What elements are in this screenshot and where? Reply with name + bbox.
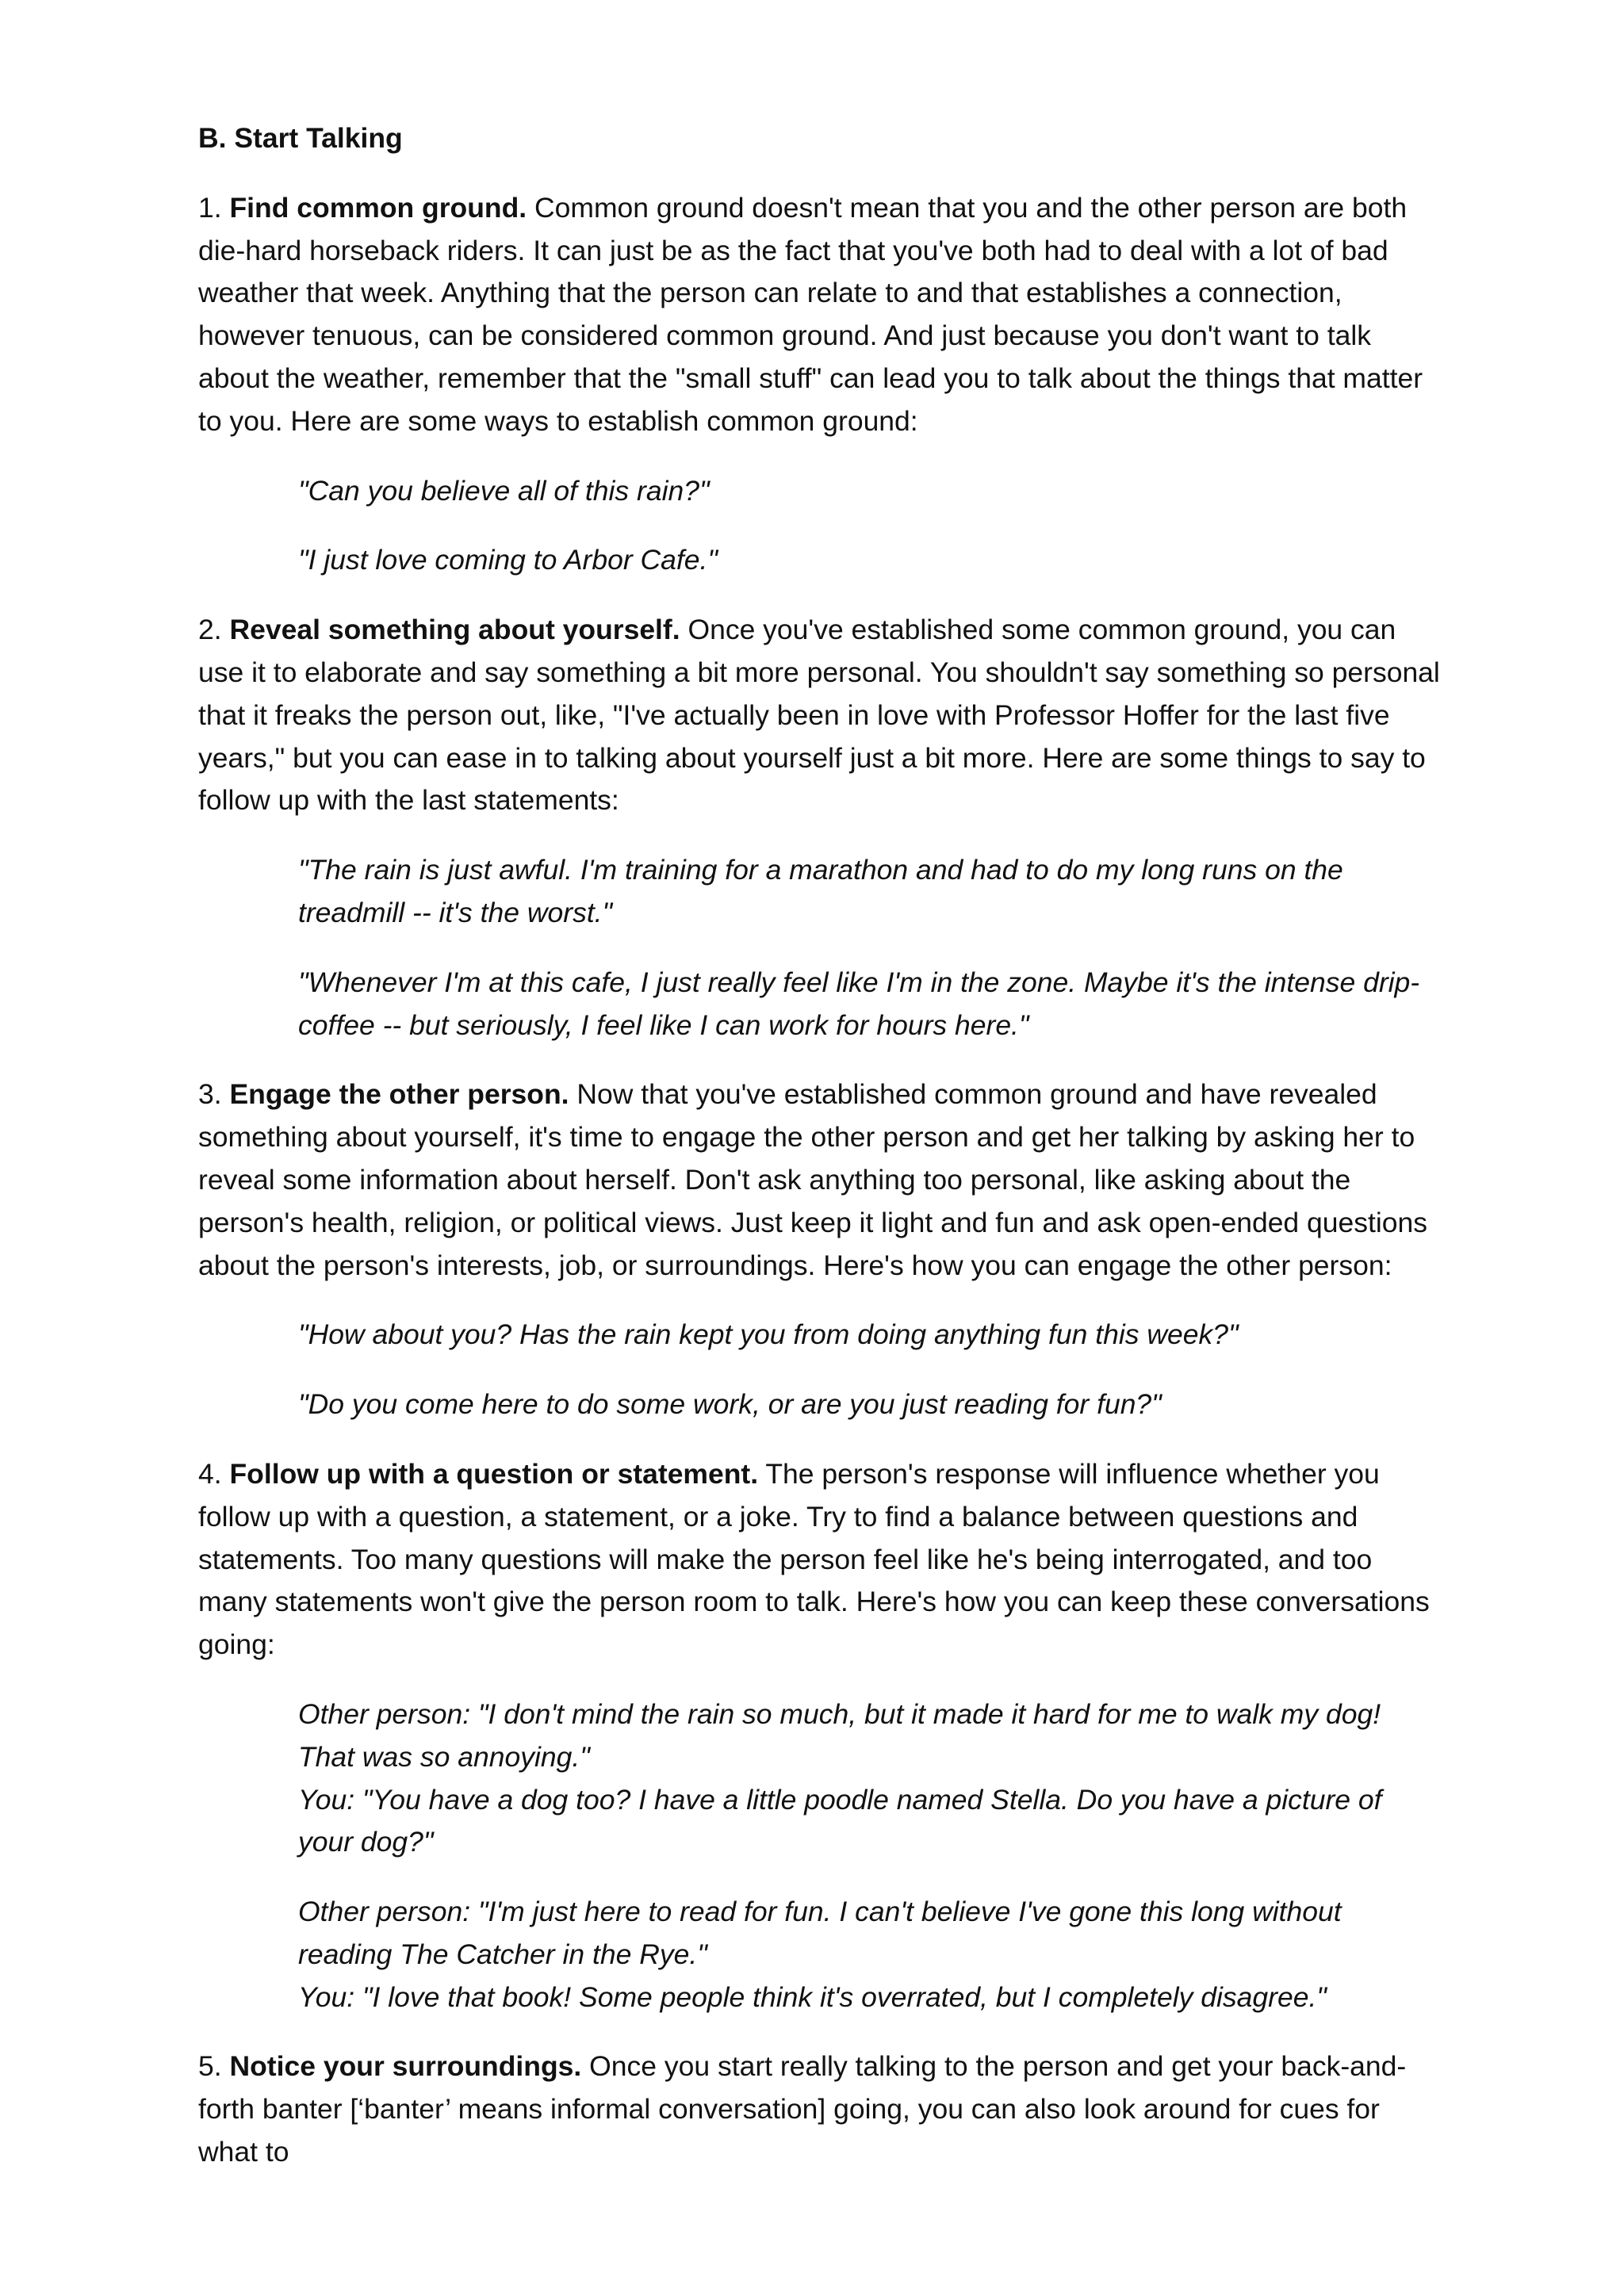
item-paragraph xyxy=(198,2045,1442,2173)
example-quote xyxy=(298,1383,1442,1426)
item-paragraph xyxy=(198,187,1442,443)
item-body: Once you've established some common ground, you can use it to elaborate and say something a bit more personal. You shouldn't say something so personal that it freaks the person out, like, "I've actually been in love with Professor Hoffer for the last five years," but you can ease in to talking about yourself just a bit more. Here are some things to say to follow up with the last statements: xyxy=(198,614,1440,817)
example-quote xyxy=(298,539,1442,582)
item-title: Find common ground. xyxy=(229,191,527,224)
item-title: Follow up with a question or statement. xyxy=(229,1457,759,1490)
section-title: B. Start Talking xyxy=(198,122,403,154)
item-number: 4. xyxy=(198,1457,230,1490)
quote-line: "Can you believe all of this rain?" xyxy=(298,474,710,507)
item-number: 1. xyxy=(198,191,230,224)
example-quote xyxy=(298,1891,1442,2019)
example-quote xyxy=(298,849,1442,935)
example-quote xyxy=(298,962,1442,1047)
item-body: Common ground doesn't mean that you and the other person are both die-hard horseback riders. It can just be as the fact that you've both had to deal with a lot of bad weather that week. Anything that the person can relate to and that establishes a connection, however tenuous, can be considered common ground. And just because you don't want to talk about the weather, remember that the "small stuff" can lead you to talk about the things that matter to you. Here are some ways to establish common ground: xyxy=(198,191,1423,437)
quote-line: "The rain is just awful. I'm training for a marathon and had to do my long runs on the treadmill -- it's the worst." xyxy=(298,854,1343,928)
example-quote xyxy=(298,470,1442,513)
example-quote xyxy=(298,1693,1442,1864)
item-paragraph xyxy=(198,1073,1442,1287)
item-number: 5. xyxy=(198,2050,230,2083)
item-title: Engage the other person. xyxy=(229,1078,569,1111)
quote-line: Other person: "I don't mind the rain so much, but it made it hard for me to walk my dog! That was so annoying." xyxy=(298,1697,1381,1773)
item-body: Now that you've established common ground and have revealed something about yourself, it's time to engage the other person and get her talking by asking her to reveal some information about herself. Don't ask anything too personal, like asking about the person's health, religion, or political views. Just keep it light and fun and ask open-ended questions about the person's interests, job, or surroundings. Here's how you can engage the other person: xyxy=(198,1078,1428,1281)
quote-line: "Do you come here to do some work, or are you just reading for fun?" xyxy=(298,1388,1162,1421)
document-page xyxy=(198,117,1442,2201)
item-number: 2. xyxy=(198,614,230,646)
item-title: Notice your surroundings. xyxy=(229,2050,582,2083)
item-body: The person's response will influence whether you follow up with a question, a statement, or a joke. Try to find a balance between questions and statements. Too many questions will make the person feel like he's being interrogated, and too many statements won't give the person room to talk. Here's how you can keep these conversations going: xyxy=(198,1457,1430,1661)
quote-line: "I just love coming to Arbor Cafe." xyxy=(298,544,718,576)
item-paragraph xyxy=(198,609,1442,822)
quote-line: "Whenever I'm at this cafe, I just really feel like I'm in the zone. Maybe it's the intense drip-coffee -- but seriously, I feel like I can work for hours here." xyxy=(298,966,1420,1041)
item-paragraph xyxy=(198,1453,1442,1667)
example-quote xyxy=(298,1314,1442,1357)
quote-line: You: "You have a dog too? I have a little poodle named Stella. Do you have a picture of your dog?" xyxy=(298,1783,1382,1858)
quote-line: Other person: "I'm just here to read for fun. I can't believe I've gone this long without reading The Catcher in the Rye." xyxy=(298,1896,1342,1970)
item-number: 3. xyxy=(198,1078,230,1111)
quote-line: You: "I love that book! Some people think it's overrated, but I completely disagree." xyxy=(298,1980,1327,2013)
item-body: Once you start really talking to the person and get your back-and-forth banter [‘banter’ means informal conversation] going, you can also look around for cues for what to xyxy=(198,2050,1407,2168)
item-list xyxy=(198,187,1442,2174)
item-title: Reveal something about yourself. xyxy=(229,614,680,646)
quote-line: "How about you? Has the rain kept you from doing anything fun this week?" xyxy=(298,1318,1239,1351)
